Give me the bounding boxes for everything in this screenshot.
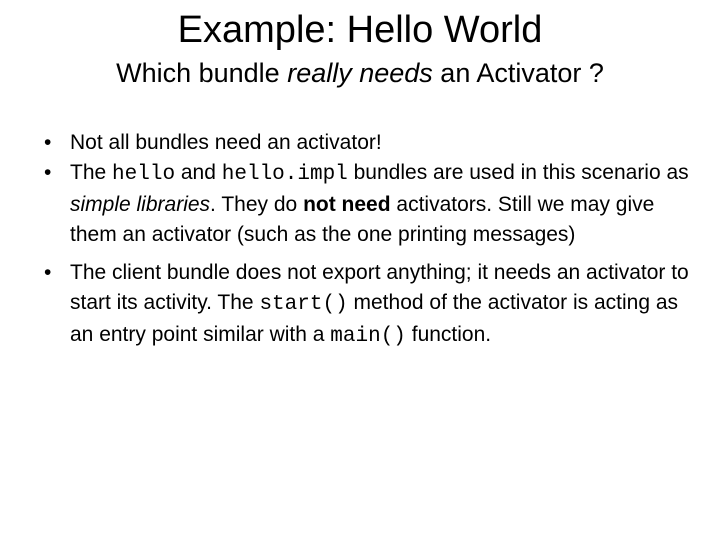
slide-title: Example: Hello World bbox=[177, 9, 543, 51]
bullet-2-emphasis: simple libraries bbox=[70, 193, 211, 216]
slide-subtitle bbox=[0, 56, 720, 90]
bullet-2-text-2: and bbox=[175, 161, 222, 184]
subtitle-text-2: an Activator ? bbox=[432, 58, 604, 88]
bullet-3-text-1: The client bundle does not export anything; it needs an activator to start its activity. The bbox=[70, 261, 689, 314]
bullet-dot-icon: • bbox=[44, 131, 52, 154]
bullet-list bbox=[44, 128, 694, 352]
bullet-2-strong: not need bbox=[303, 193, 391, 216]
bullet-item-1 bbox=[44, 128, 694, 158]
code-hello-impl: hello.impl bbox=[221, 163, 348, 186]
bullet-2-text-3: bundles are used in this scenario as bbox=[347, 161, 689, 184]
bullet-dot-icon: • bbox=[44, 161, 52, 184]
code-main: main() bbox=[330, 325, 406, 348]
code-hello: hello bbox=[112, 163, 176, 186]
subtitle-emphasis: really needs bbox=[287, 58, 433, 88]
bullet-3-text-3: function. bbox=[405, 323, 492, 346]
bullet-item-3 bbox=[44, 258, 694, 352]
bullet-3-text-2: method of the activator is acting as an entry point similar with a bbox=[70, 291, 679, 346]
bullet-item-2 bbox=[44, 158, 694, 250]
subtitle-text-1: Which bundle bbox=[116, 58, 288, 88]
bullet-dot-icon: • bbox=[44, 261, 52, 284]
bullet-2-text-5: activators. Still we may give them an activator (such as the one printing messages) bbox=[70, 193, 655, 246]
code-start: start() bbox=[259, 293, 348, 316]
bullet-2-text-4: . They do bbox=[210, 193, 304, 216]
bullet-2-text-1: The bbox=[70, 161, 113, 184]
bullet-1-text: Not all bundles need an activator! bbox=[70, 131, 382, 154]
